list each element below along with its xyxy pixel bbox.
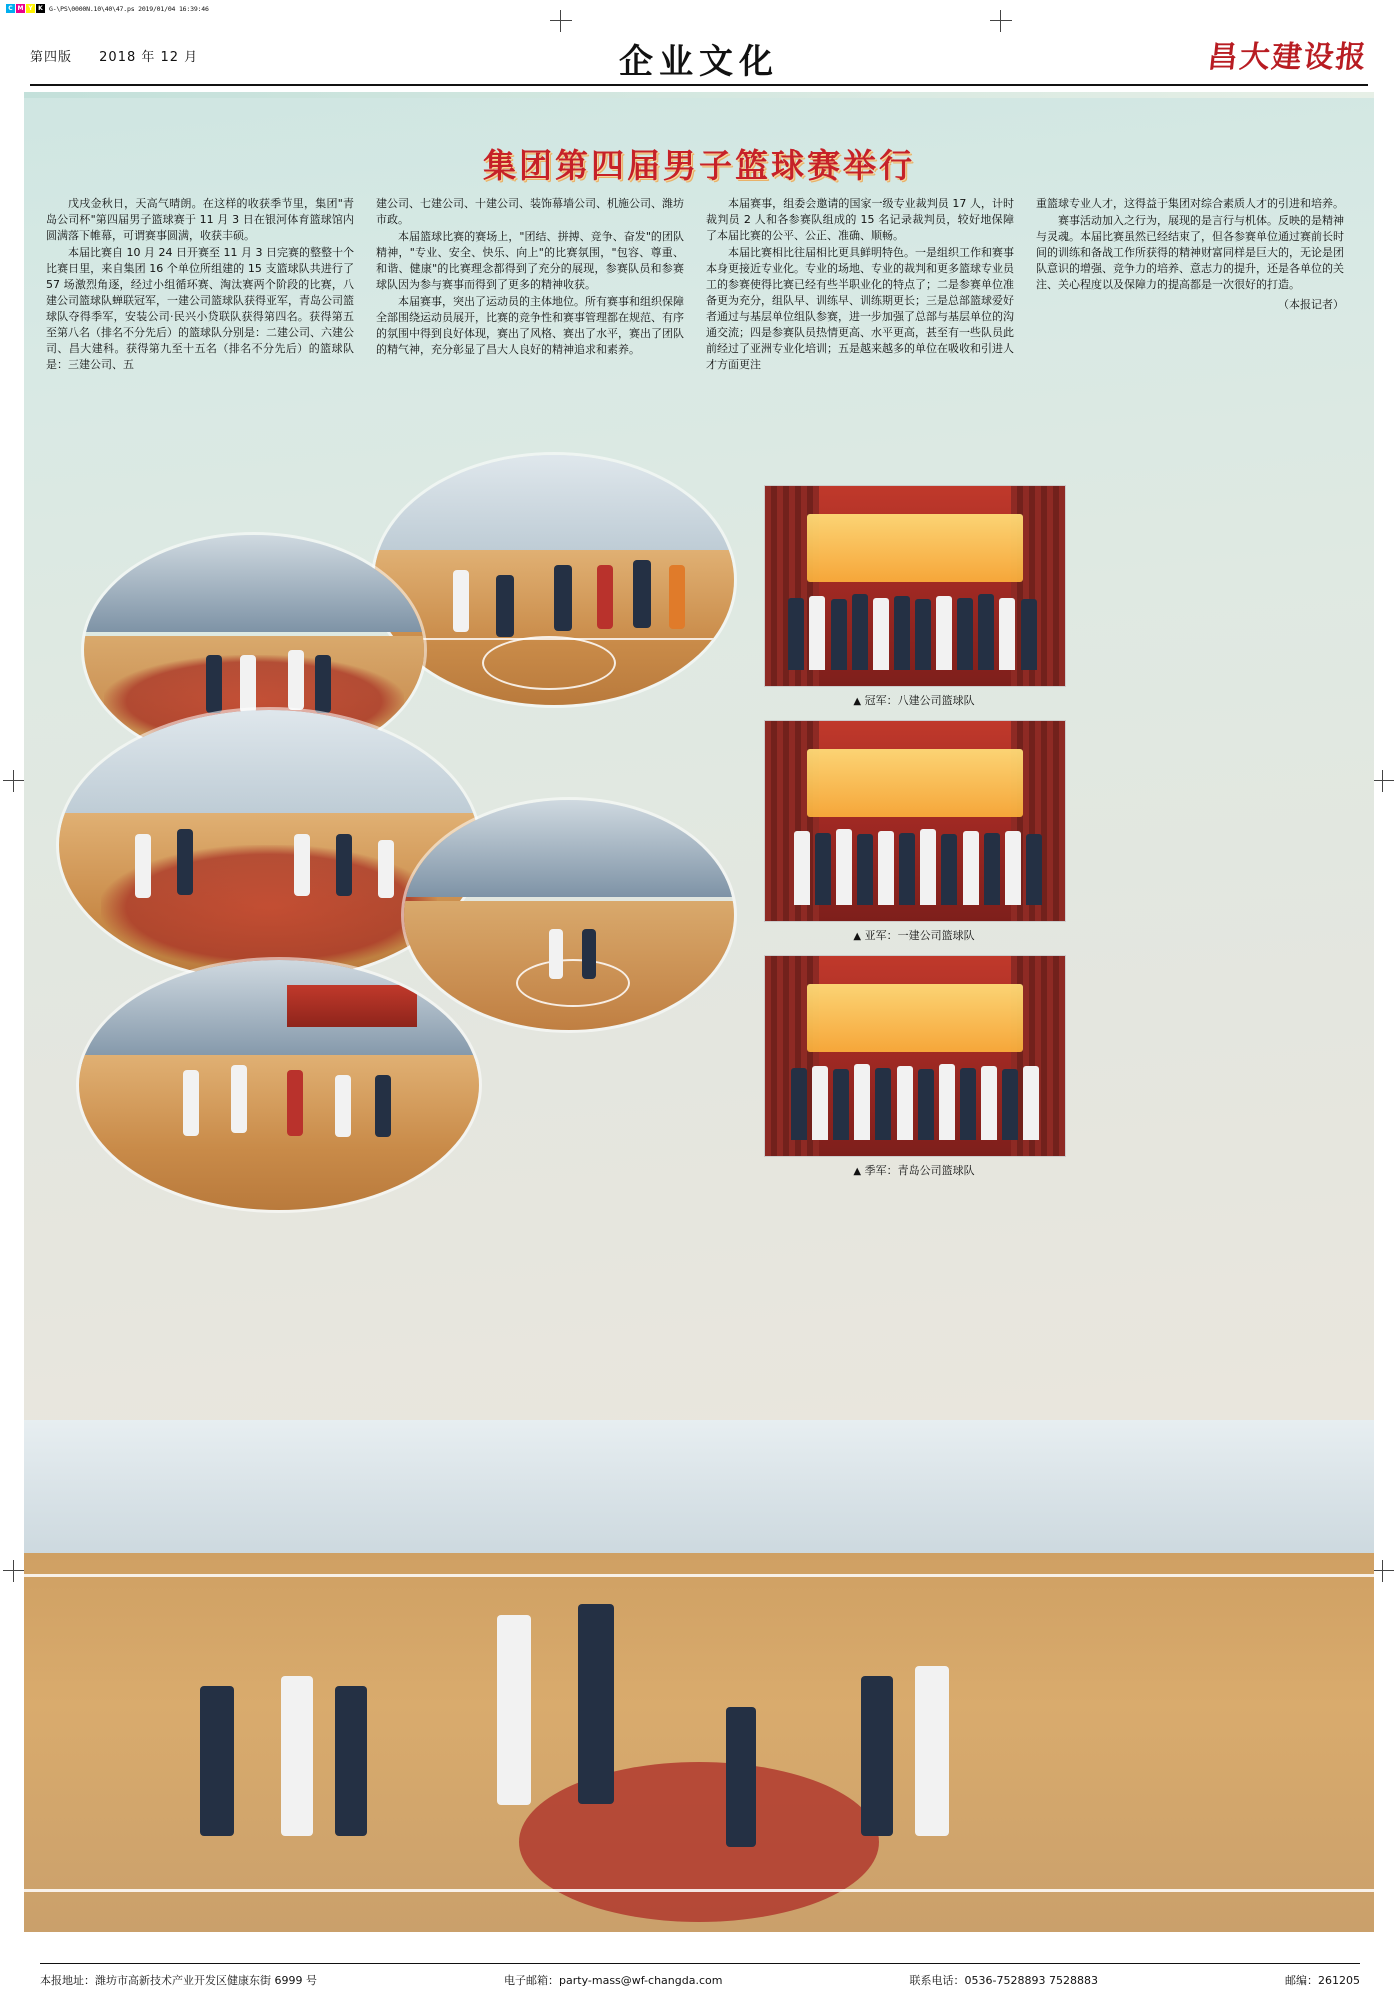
team-member bbox=[878, 831, 894, 905]
team-row bbox=[783, 1056, 1047, 1140]
page-title: 企业文化 bbox=[619, 42, 779, 82]
paragraph: 本届赛事，突出了运动员的主体地位。所有赛事和组织保障全部围绕运动员展开，比赛的竞争性和赛事管理都在规范、有序的氛围中得到良好体现，赛出了风格、赛出了水平，赛出了团队的精气神，充分彰显了昌大人良好的精神追求和素养。 bbox=[376, 295, 684, 356]
paragraph: 本届赛事，组委会邀请的国家一级专业裁判员 17 人，计时裁判员 2 人和各参赛队组成的 15 名记录裁判员，较好地保障了本届比赛的公平、公正、准确、顺畅。 bbox=[706, 197, 1014, 242]
gym-wall bbox=[24, 1420, 1374, 1553]
article-column-3 bbox=[706, 196, 1014, 371]
player bbox=[287, 1070, 303, 1136]
team-member bbox=[873, 598, 889, 670]
team-member bbox=[857, 834, 873, 905]
team-row bbox=[783, 821, 1047, 905]
player bbox=[597, 565, 613, 629]
edition-label: 第四版 bbox=[30, 50, 73, 65]
group-photo-champion bbox=[764, 485, 1066, 687]
backdrop-banner-text bbox=[807, 514, 1023, 582]
game-photo-top-center bbox=[374, 455, 734, 705]
registration-mark bbox=[1372, 770, 1394, 792]
player bbox=[288, 650, 304, 710]
center-circle-paint bbox=[519, 1762, 879, 1922]
player bbox=[378, 840, 394, 898]
gym-wall bbox=[404, 800, 734, 897]
team-member bbox=[1002, 1069, 1018, 1140]
team-member bbox=[791, 1068, 807, 1140]
issue-date: 2018 年 12 月 bbox=[99, 50, 199, 65]
paragraph: 本届比赛相比往届相比更具鲜明特色。一是组织工作和赛事本身更接近专业化。专业的场地、专业的裁判和更多篮球专业员工的参赛使得比赛已经有些半职业化的特点了；二是参赛单位准备更为充分，组队早、训练早、训练期更长；三是总部篮球爱好者通过与基层单位组队参赛，进一步加强了总部与基层单位的沟通交流；四是参赛队员热情更高、水平更高，甚至有一些队员此前经过了亚洲专业化培训；五是越来越多的单位在吸收和引进人才方面更注 bbox=[706, 246, 1014, 371]
player bbox=[177, 829, 193, 895]
player bbox=[633, 560, 651, 628]
team-member bbox=[788, 598, 804, 670]
team-member bbox=[854, 1064, 870, 1140]
player bbox=[240, 655, 256, 713]
print-code: G-\PS\0000N.10\40\47.ps 2019/01/04 16:39:46 bbox=[49, 4, 209, 13]
page-footer bbox=[40, 1963, 1360, 1988]
paragraph: 戊戌金秋日，天高气晴朗。在这样的收获季节里，集团"青岛公司杯"第四届男子篮球赛于 11 月 3 日在银河体育篮球馆内圆满落下帷幕，可谓赛事圆满，收获丰硕。 bbox=[46, 197, 354, 242]
footer-email: 电子邮箱：party-mass@wf-changda.com bbox=[504, 1974, 723, 1987]
team-member bbox=[918, 1069, 934, 1140]
team-member bbox=[939, 1064, 955, 1140]
team-member bbox=[1023, 1066, 1039, 1140]
player bbox=[669, 565, 685, 629]
game-photo-lower-left bbox=[79, 960, 479, 1210]
team-member bbox=[852, 594, 868, 670]
court-circle bbox=[516, 959, 630, 1007]
team-member bbox=[941, 834, 957, 905]
cmyk-swatches bbox=[6, 4, 45, 13]
player bbox=[335, 1686, 367, 1836]
court-scene bbox=[79, 960, 479, 1210]
panel-top-rule bbox=[24, 92, 1374, 98]
player bbox=[335, 1075, 351, 1137]
team-member bbox=[981, 1066, 997, 1140]
player-jumping bbox=[497, 1615, 531, 1805]
article-column-4 bbox=[1036, 196, 1344, 366]
team-member bbox=[1026, 834, 1042, 905]
black-swatch: K bbox=[36, 4, 45, 13]
cyan-swatch: C bbox=[6, 4, 15, 13]
court-line bbox=[24, 1574, 1374, 1577]
footer-address: 本报地址：潍坊市高新技术产业开发区健康东街 6999 号 bbox=[40, 1974, 317, 1987]
registration-mark bbox=[1372, 1560, 1394, 1582]
caption-third-place bbox=[764, 1162, 1064, 1178]
court-circle bbox=[482, 636, 616, 690]
paragraph: 本届篮球比赛的赛场上，"团结、拼搏、竞争、奋发"的团队精神，"专业、安全、快乐、向上"的比赛氛围，"包容、尊重、和谐、健康"的比赛理念都得到了充分的展现，参赛队员和参赛球队因为参与赛事而得到了更多的精神收获。 bbox=[376, 230, 684, 291]
caption-marker: ▲ bbox=[853, 696, 862, 707]
paper-logo: 昌大建设报 bbox=[1205, 40, 1370, 75]
caption-marker: ▲ bbox=[853, 1166, 862, 1177]
registration-mark bbox=[3, 1560, 25, 1582]
team-member bbox=[1021, 599, 1037, 670]
player bbox=[726, 1707, 756, 1847]
player bbox=[206, 655, 222, 713]
photo-collage bbox=[24, 400, 1374, 1530]
footer-postcode: 邮编：261205 bbox=[1284, 1974, 1360, 1987]
team-member bbox=[936, 596, 952, 670]
main-game-photo bbox=[24, 1420, 1374, 1932]
player bbox=[915, 1666, 949, 1836]
team-member bbox=[812, 1066, 828, 1140]
team-member bbox=[875, 1068, 891, 1140]
team-member bbox=[915, 599, 931, 670]
team-row bbox=[783, 586, 1047, 670]
masthead bbox=[30, 28, 1368, 86]
caption-text: 冠军：八建公司篮球队 bbox=[864, 694, 975, 707]
paragraph: 重篮球专业人才，这得益于集团对综合素质人才的引进和培养。 bbox=[1036, 197, 1344, 210]
player bbox=[496, 575, 514, 637]
sponsor-banner bbox=[287, 985, 417, 1027]
team-member bbox=[984, 833, 1000, 905]
player bbox=[281, 1676, 313, 1836]
group-photo-runner-up bbox=[764, 720, 1066, 922]
magenta-swatch: M bbox=[17, 5, 24, 12]
team-member bbox=[894, 596, 910, 670]
team-member bbox=[957, 598, 973, 670]
caption-runner-up bbox=[764, 927, 1064, 943]
yellow-swatch: Y bbox=[26, 4, 35, 13]
team-member bbox=[1005, 831, 1021, 905]
caption-marker: ▲ bbox=[853, 931, 862, 942]
paragraph: 赛事活动加入之行为，展现的是言行与机体。反映的是精神与灵魂。本届比赛虽然已经结束了，但各参赛单位通过赛前长时间的训练和备战工作所获得的精神财富同样是巨大的，无论是团队意识的增强、竞争力的培养、意志力的提升，还是各单位的关注、关心程度以及保障力的提高都是一次很好的打造。 bbox=[1036, 214, 1344, 291]
team-member bbox=[963, 831, 979, 905]
byline: （本报记者） bbox=[1278, 298, 1344, 311]
team-member bbox=[833, 1069, 849, 1140]
team-member bbox=[920, 829, 936, 905]
backdrop-banner-text bbox=[807, 984, 1023, 1052]
group-photo-third-place bbox=[764, 955, 1066, 1157]
player bbox=[582, 929, 596, 979]
player bbox=[294, 834, 310, 896]
player bbox=[861, 1676, 893, 1836]
gym-floor bbox=[79, 1055, 479, 1210]
team-member bbox=[899, 833, 915, 905]
gym-wall bbox=[79, 960, 479, 1065]
gym-wall bbox=[374, 455, 734, 565]
article-column-2 bbox=[376, 196, 684, 366]
print-marks bbox=[6, 4, 209, 13]
court-scene bbox=[374, 455, 734, 705]
court-line bbox=[24, 1889, 1374, 1892]
article-column-1 bbox=[46, 196, 354, 371]
player bbox=[231, 1065, 247, 1133]
player bbox=[336, 834, 352, 896]
footer-phone: 联系电话：0536-7528893 7528883 bbox=[909, 1974, 1098, 1987]
player bbox=[200, 1686, 234, 1836]
caption-text: 亚军：一建公司篮球队 bbox=[864, 929, 975, 942]
paragraph: 建公司、七建公司、十建公司、装饰幕墙公司、机施公司、潍坊市政。 bbox=[376, 197, 684, 226]
player bbox=[135, 834, 151, 898]
player bbox=[554, 565, 572, 631]
team-member bbox=[831, 599, 847, 670]
player-jumping bbox=[578, 1604, 614, 1804]
gym-wall bbox=[84, 535, 424, 632]
player bbox=[549, 929, 563, 979]
caption-champion bbox=[764, 692, 1064, 708]
backdrop-banner-text bbox=[807, 749, 1023, 817]
paragraph: 本届比赛自 10 月 24 日开赛至 11 月 3 日完赛的整整十个比赛日里，来自集团 16 个单位所组建的 15 支篮球队共进行了 57 场激烈角逐，经过小组循环赛、淘汰赛两个阶段的比赛，八建公司篮球队蝉联冠军，一建公司篮球队获得亚军，青岛公司篮球队夺得季军，安装公司·民兴小贷联队获得第四名。获得第五至第八名（排名不分先后）的篮球队分别是：二建公司、六建公司、昌大建科。获得第九至十五名（排名不分先后）的篮球队是：三建公司、五 bbox=[46, 246, 354, 371]
player bbox=[453, 570, 469, 632]
team-member bbox=[897, 1066, 913, 1140]
team-member bbox=[978, 594, 994, 670]
team-member bbox=[815, 833, 831, 905]
team-member bbox=[794, 831, 810, 905]
edition-info bbox=[30, 46, 198, 65]
player bbox=[315, 655, 331, 713]
article-headline: 集团第四届男子篮球赛举行 bbox=[483, 146, 915, 185]
team-member bbox=[809, 596, 825, 670]
team-member bbox=[999, 598, 1015, 670]
player bbox=[183, 1070, 199, 1136]
player bbox=[375, 1075, 391, 1137]
registration-mark bbox=[3, 770, 25, 792]
article-body bbox=[46, 196, 1352, 371]
team-member bbox=[960, 1068, 976, 1140]
caption-text: 季军：青岛公司篮球队 bbox=[864, 1164, 975, 1177]
team-member bbox=[836, 829, 852, 905]
